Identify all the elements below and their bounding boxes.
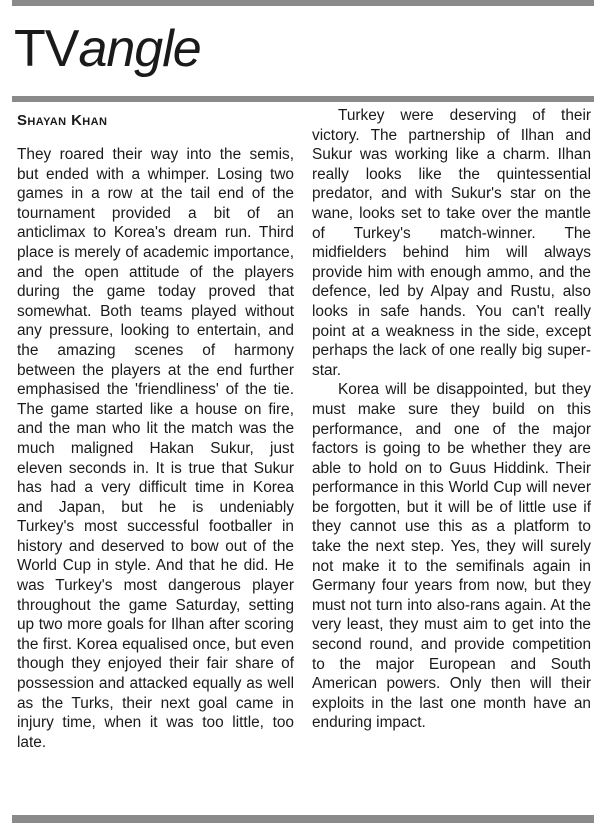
column-title-angle: angle bbox=[78, 20, 201, 78]
article-column-left bbox=[17, 145, 294, 752]
article-paragraph-3: Korea will be disappointed, but they must make sure they build on this performance, and one of the major factors is going to be whether they are able to hold on to Guus Hiddink. Their performance in this World Cup will never be forgotten, but it will be of little use if they cannot use this as a platform to take the next step. Yes, they will surely not make it to the semifinals again in Germany four years from now, but they must not turn into also-rans again. At the very least, they must aim to get into the second round, and provide competition to the major European and South American powers. Only then will their exploits in the last one month have an enduring impact. bbox=[312, 381, 591, 732]
column-title bbox=[14, 14, 201, 84]
title-rule bbox=[12, 96, 594, 102]
article-paragraph-2: Turkey were deserving of their victory. The partnership of Ilhan and Sukur was working like a charm. Ilhan really looks like the quintessential predator, and with Sukur's star on the wane, looks set to take over the mantle of Turkey's match-winner. The midfielders behind him will always provide him with enough ammo, and the defence, led by Alpay and Rustu, also looks in safe hands. You can't really point at a weakness in the side, except perhaps the lack of one really big superstar. bbox=[312, 107, 591, 379]
author-byline: Shayan Khan bbox=[17, 112, 108, 129]
column-title-tv: TV bbox=[14, 20, 79, 78]
article-paragraph-1: They roared their way into the semis, but ended with a whimper. Losing two games in a row at the tail end of the tournament provided a bit of an anticlimax to Korea's dream run. Third place is merely of academic importance, and the open attitude of the players during the game today proved that somewhat. Both teams played without any pressure, looking to entertain, and the amazing scenes of harmony between the players at the end further emphasised the 'friendliness' of the tie. The game started like a house on fire, and the man who lit the match was the much maligned Hakan Sukur, just eleven seconds in. It is true that Sukur has had a very difficult time in Korea and Japan, but he is undeniably Turkey's most successful footballer in history and deserved to bow out of the World Cup in style. And that he did. He was Turkey's most dangerous player throughout the game Saturday, setting up two more goals for Ilhan after scoring the first. Korea equalised once, but even though they enjoyed their fair share of possession and attacked equally as well as the Turks, their next goal came in injury time, when it was too little, too late. bbox=[17, 146, 294, 751]
bottom-rule bbox=[12, 815, 594, 823]
top-rule bbox=[12, 0, 594, 6]
article-column-right bbox=[312, 106, 591, 733]
